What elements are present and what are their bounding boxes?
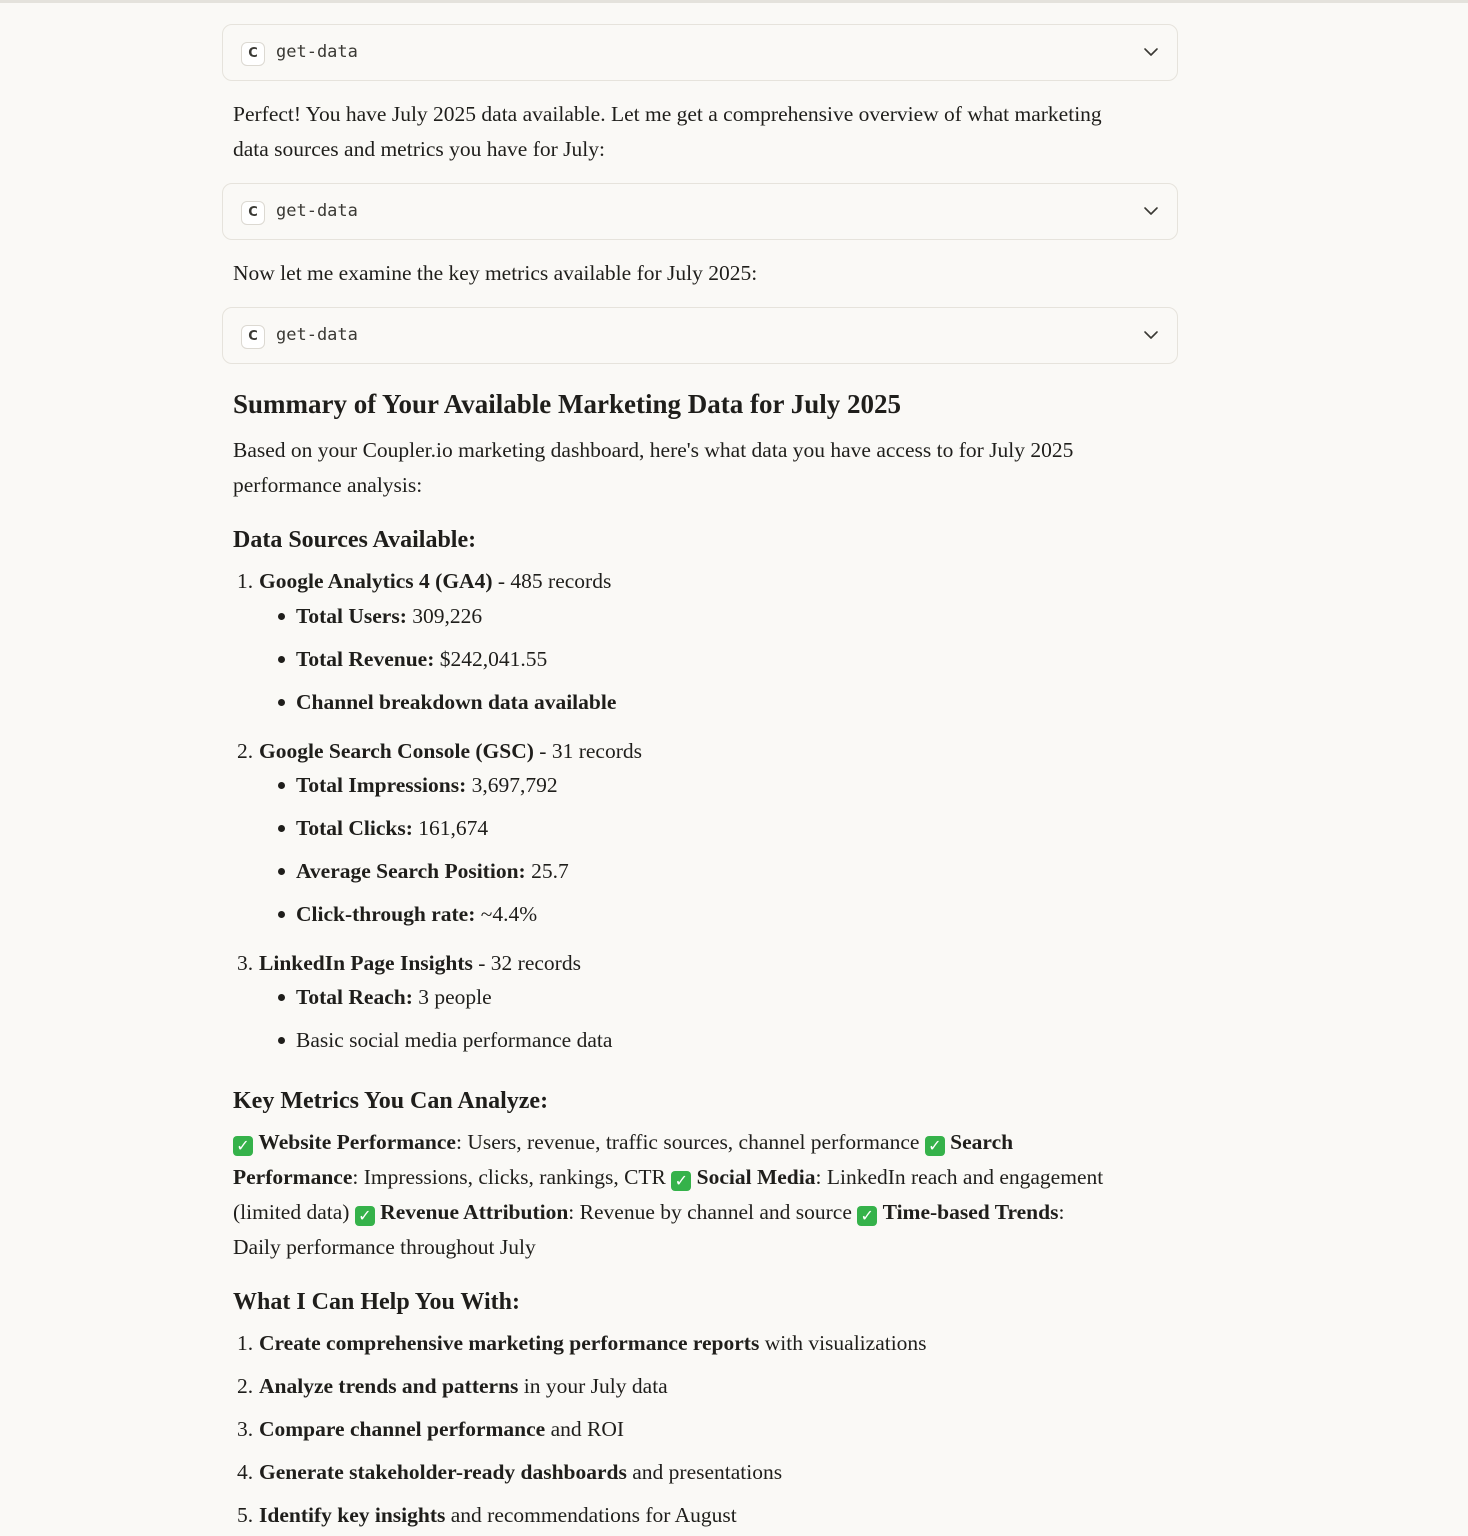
list-number: 3. xyxy=(237,1417,254,1441)
metric-label: Average Search Position: xyxy=(296,859,526,883)
help-item-bold: Identify key insights xyxy=(259,1503,446,1527)
metric-value: 161,674 xyxy=(412,816,489,840)
intro-text: Perfect! You have July 2025 data available. Let me get a comprehensive overview of what marketing data sources and metrics you have for July: xyxy=(233,102,1102,161)
check-icon: ✓ xyxy=(671,1171,691,1191)
help-item-rest: and presentations xyxy=(626,1460,783,1484)
list-number: 2. xyxy=(237,739,254,763)
bullet-dot xyxy=(278,613,285,620)
metric-label: Total Revenue: xyxy=(296,647,435,671)
help-item-bold: Generate stakeholder-ready dashboards xyxy=(259,1460,627,1484)
bullet-dot xyxy=(278,699,285,706)
bullet-dot xyxy=(278,911,285,918)
source-detail: - 31 records xyxy=(533,739,642,763)
metric-value: Basic social media performance data xyxy=(296,1028,613,1052)
metric-label: Total Clicks: xyxy=(296,816,413,840)
metric-label: Total Impressions: xyxy=(296,773,467,797)
metric-label: Total Users: xyxy=(296,604,407,628)
metric-description: : LinkedIn reach and engagement (limited data) xyxy=(233,1165,1104,1224)
list-number: 5. xyxy=(237,1503,254,1527)
bullet-dot xyxy=(278,782,285,789)
metric-label: Total Reach: xyxy=(296,985,413,1009)
metric-description: : Impressions, clicks, rankings, CTR xyxy=(352,1165,666,1189)
key-metrics-heading: Key Metrics You Can Analyze: xyxy=(233,1088,549,1114)
help-item-rest: in your July data xyxy=(518,1374,668,1398)
top-divider xyxy=(0,0,1468,3)
metric-category: Search Performance xyxy=(233,1130,1014,1189)
metric-category: Social Media xyxy=(696,1165,816,1189)
metric-description: : Users, revenue, traffic sources, channel performance xyxy=(455,1130,920,1154)
check-icon: ✓ xyxy=(355,1206,375,1226)
metric-value: 3,697,792 xyxy=(466,773,558,797)
bullet-dot xyxy=(278,1037,285,1044)
check-icon: ✓ xyxy=(925,1136,945,1156)
check-icon: ✓ xyxy=(233,1136,253,1156)
metric-description: : Daily performance throughout July xyxy=(233,1200,1065,1259)
list-number: 1. xyxy=(237,569,254,593)
summary-lead: Based on your Coupler.io marketing dashboard, here's what data you have access to for July 2025 performance analysis: xyxy=(233,438,1074,497)
list-number: 4. xyxy=(237,1460,254,1484)
metric-description: : Revenue by channel and source xyxy=(568,1200,852,1224)
metric-category: Time-based Trends xyxy=(882,1200,1059,1224)
help-heading: What I Can Help You With: xyxy=(233,1289,520,1315)
chevron-down-icon[interactable] xyxy=(1143,44,1159,60)
tool-name: get-data xyxy=(276,325,358,345)
metric-value: 3 people xyxy=(412,985,492,1009)
list-number: 2. xyxy=(237,1374,254,1398)
bullet-dot xyxy=(278,868,285,875)
metric-value: $242,041.55 xyxy=(434,647,548,671)
source-name: Google Search Console (GSC) xyxy=(259,739,534,763)
source-name: Google Analytics 4 (GA4) xyxy=(259,569,493,593)
help-item-rest: with visualizations xyxy=(759,1331,927,1355)
coupler-badge-icon: C xyxy=(241,325,265,349)
metric-value: 309,226 xyxy=(406,604,483,628)
examine-text: Now let me examine the key metrics available for July 2025: xyxy=(233,261,758,285)
help-item-rest: and ROI xyxy=(545,1417,625,1441)
help-item-bold: Create comprehensive marketing performance reports xyxy=(259,1331,760,1355)
metric-label: Click-through rate: xyxy=(296,902,476,926)
check-icon: ✓ xyxy=(857,1206,877,1226)
bullet-dot xyxy=(278,656,285,663)
list-number: 3. xyxy=(237,951,254,975)
bullet-dot xyxy=(278,994,285,1001)
help-item-bold: Analyze trends and patterns xyxy=(259,1374,519,1398)
summary-title: Summary of Your Available Marketing Data for July 2025 xyxy=(233,389,901,419)
tool-name: get-data xyxy=(276,42,358,62)
metric-value: ~4.4% xyxy=(475,902,538,926)
tool-call-get-data-1[interactable] xyxy=(222,24,1178,81)
source-name: LinkedIn Page Insights xyxy=(259,951,473,975)
key-metrics-paragraph xyxy=(233,1125,1113,1265)
tool-call-get-data-3[interactable] xyxy=(222,307,1178,364)
metric-label: Channel breakdown data available xyxy=(296,690,617,714)
tool-name: get-data xyxy=(276,201,358,221)
coupler-badge-icon: C xyxy=(241,42,265,66)
list-number: 1. xyxy=(237,1331,254,1355)
metric-category: Revenue Attribution xyxy=(380,1200,569,1224)
help-item-rest: and recommendations for August xyxy=(445,1503,737,1527)
data-sources-heading: Data Sources Available: xyxy=(233,527,477,553)
coupler-badge-icon: C xyxy=(241,201,265,225)
metric-category: Website Performance xyxy=(258,1130,456,1154)
help-item-bold: Compare channel performance xyxy=(259,1417,546,1441)
chevron-down-icon[interactable] xyxy=(1143,203,1159,219)
source-detail: - 32 records xyxy=(472,951,581,975)
bullet-dot xyxy=(278,825,285,832)
source-detail: - 485 records xyxy=(492,569,612,593)
chevron-down-icon[interactable] xyxy=(1143,327,1159,343)
metric-value: 25.7 xyxy=(525,859,569,883)
tool-call-get-data-2[interactable] xyxy=(222,183,1178,240)
